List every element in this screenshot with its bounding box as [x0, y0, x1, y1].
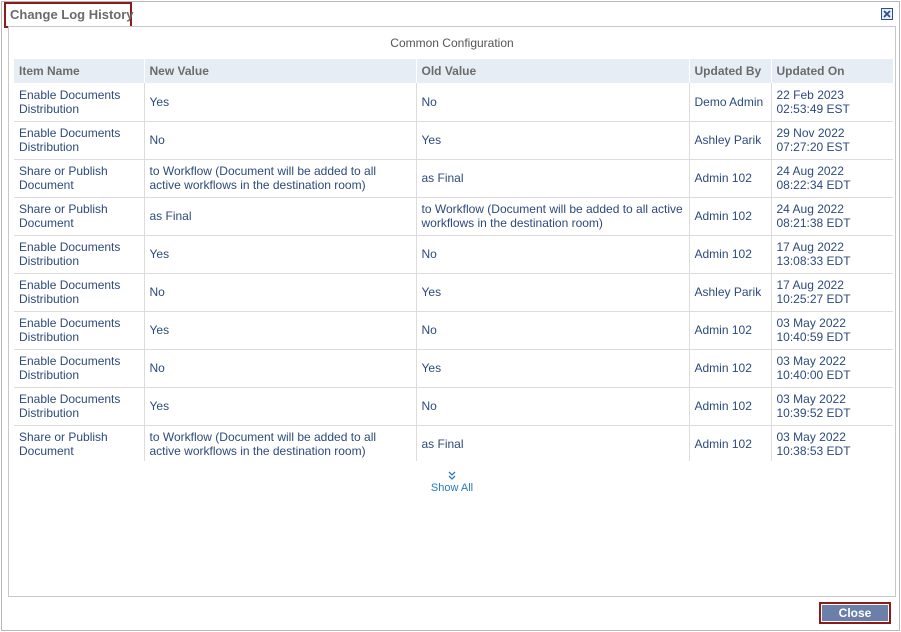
cell-old-value: as Final — [416, 425, 689, 461]
cell-old-value: Yes — [416, 121, 689, 159]
cell-new-value: No — [144, 349, 416, 387]
table-row — [14, 83, 893, 121]
header-updated-by: Updated By — [689, 59, 771, 83]
cell-old-value: Yes — [416, 273, 689, 311]
cell-item-name: Enable Documents Distribution — [14, 273, 144, 311]
cell-old-value: No — [416, 83, 689, 121]
cell-item-name: Enable Documents Distribution — [14, 311, 144, 349]
cell-item-name: Share or Publish Document — [14, 159, 144, 197]
cell-item-name: Enable Documents Distribution — [14, 235, 144, 273]
cell-item-name: Enable Documents Distribution — [14, 349, 144, 387]
cell-updated-on: 03 May 2022 10:40:00 EDT — [771, 349, 893, 387]
cell-new-value: No — [144, 121, 416, 159]
dialog-footer — [2, 600, 899, 630]
close-x-icon[interactable] — [881, 8, 893, 20]
change-log-table — [14, 59, 893, 461]
cell-new-value: to Workflow (Document will be added to all active workflows in the destination room) — [144, 159, 416, 197]
double-chevron-down-icon — [448, 471, 456, 480]
cell-updated-on: 17 Aug 2022 13:08:33 EDT — [771, 235, 893, 273]
section-title: Common Configuration — [390, 36, 514, 50]
cell-new-value: Yes — [144, 311, 416, 349]
cell-updated-on: 03 May 2022 10:38:53 EDT — [771, 425, 893, 461]
cell-old-value: No — [416, 387, 689, 425]
close-button[interactable]: Close — [819, 602, 891, 624]
cell-updated-by: Ashley Parik — [689, 273, 771, 311]
table-row — [14, 121, 893, 159]
table-row — [14, 197, 893, 235]
cell-updated-by: Admin 102 — [689, 197, 771, 235]
show-all-link[interactable] — [9, 471, 895, 494]
cell-old-value: Yes — [416, 349, 689, 387]
cell-updated-by: Demo Admin — [689, 83, 771, 121]
change-log-dialog — [1, 1, 900, 631]
cell-updated-on: 24 Aug 2022 08:21:38 EDT — [771, 197, 893, 235]
cell-new-value: Yes — [144, 235, 416, 273]
table-row — [14, 235, 893, 273]
table-row — [14, 387, 893, 425]
cell-new-value: to Workflow (Document will be added to all active workflows in the destination room) — [144, 425, 416, 461]
header-old-value: Old Value — [416, 59, 689, 83]
table-row — [14, 425, 893, 461]
cell-item-name: Enable Documents Distribution — [14, 83, 144, 121]
dialog-title-bar — [2, 2, 899, 26]
table-row — [14, 159, 893, 197]
cell-updated-by: Ashley Parik — [689, 121, 771, 159]
cell-updated-by: Admin 102 — [689, 387, 771, 425]
header-new-value: New Value — [144, 59, 416, 83]
dialog-content — [8, 26, 896, 597]
table-row — [14, 349, 893, 387]
cell-updated-by: Admin 102 — [689, 425, 771, 461]
dialog-title: Change Log History — [4, 2, 132, 28]
cell-updated-on: 24 Aug 2022 08:22:34 EDT — [771, 159, 893, 197]
header-item-name: Item Name — [14, 59, 144, 83]
cell-updated-on: 03 May 2022 10:40:59 EDT — [771, 311, 893, 349]
cell-updated-by: Admin 102 — [689, 235, 771, 273]
table-header-row — [14, 59, 893, 83]
cell-old-value: as Final — [416, 159, 689, 197]
cell-updated-on: 22 Feb 2023 02:53:49 EST — [771, 83, 893, 121]
cell-item-name: Share or Publish Document — [14, 425, 144, 461]
cell-old-value: to Workflow (Document will be added to all active workflows in the destination room) — [416, 197, 689, 235]
header-updated-on: Updated On — [771, 59, 893, 83]
cell-old-value: No — [416, 311, 689, 349]
cell-new-value: No — [144, 273, 416, 311]
cell-updated-by: Admin 102 — [689, 349, 771, 387]
close-x-glyph — [883, 10, 891, 18]
show-all-label: Show All — [430, 482, 474, 494]
cell-item-name: Enable Documents Distribution — [14, 121, 144, 159]
cell-updated-on: 17 Aug 2022 10:25:27 EDT — [771, 273, 893, 311]
cell-new-value: Yes — [144, 387, 416, 425]
cell-updated-on: 03 May 2022 10:39:52 EDT — [771, 387, 893, 425]
change-log-table-wrap[interactable] — [14, 59, 893, 461]
cell-updated-by: Admin 102 — [689, 311, 771, 349]
cell-item-name: Share or Publish Document — [14, 197, 144, 235]
cell-new-value: Yes — [144, 83, 416, 121]
cell-updated-by: Admin 102 — [689, 159, 771, 197]
cell-new-value: as Final — [144, 197, 416, 235]
cell-old-value: No — [416, 235, 689, 273]
table-row — [14, 311, 893, 349]
table-row — [14, 273, 893, 311]
cell-updated-on: 29 Nov 2022 07:27:20 EST — [771, 121, 893, 159]
cell-item-name: Enable Documents Distribution — [14, 387, 144, 425]
